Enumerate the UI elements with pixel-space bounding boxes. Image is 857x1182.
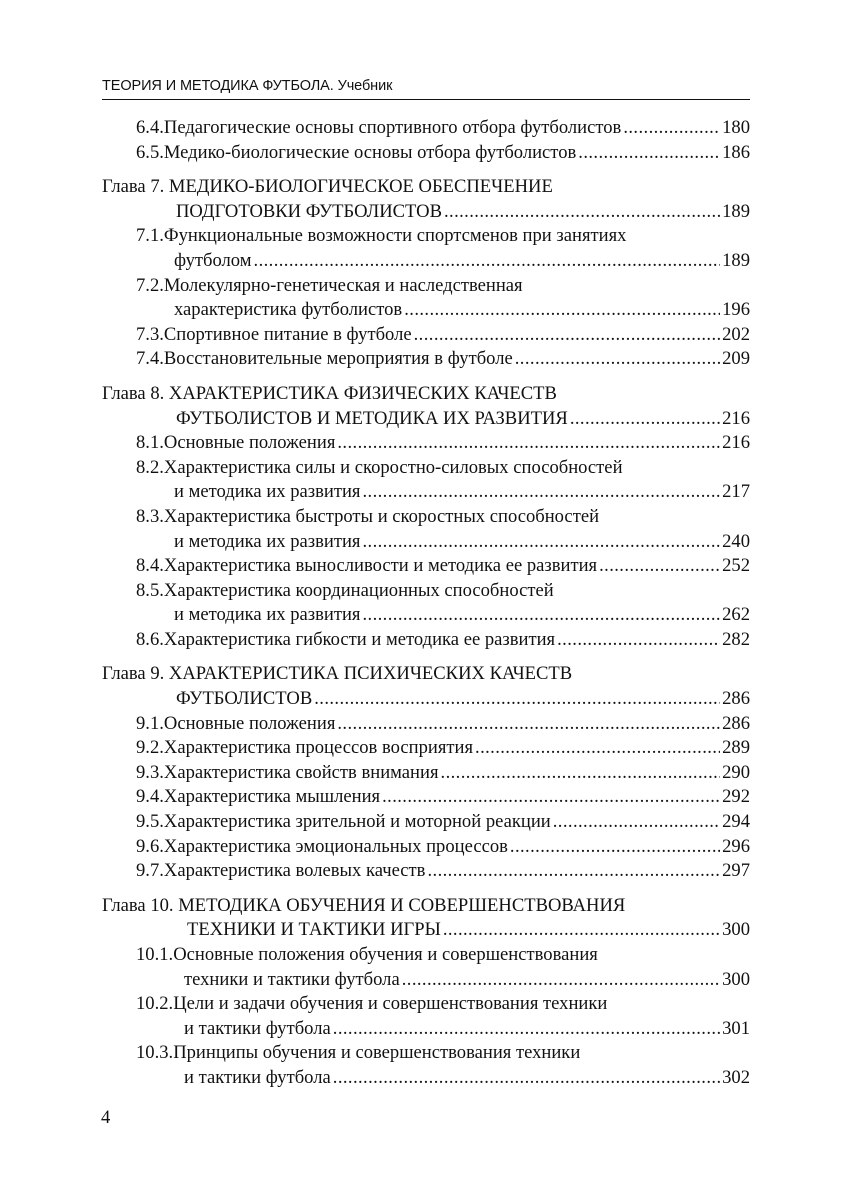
toc-number: 10.2. [136, 993, 174, 1015]
dot-leader [254, 249, 721, 274]
toc-title-cont: характеристика футболистов [174, 299, 403, 321]
toc-title: Основные положения обучения и совершенствования [173, 944, 598, 965]
toc-number: 10.3. [136, 1042, 174, 1064]
toc-entry-9-1[interactable] [102, 712, 750, 737]
toc-number: 7.4. [136, 348, 164, 370]
toc-title-cont: и методика их развития [174, 604, 361, 626]
toc-entry-7-1[interactable] [102, 224, 750, 249]
dot-leader [443, 918, 720, 943]
toc-chapter-7-line1[interactable] [102, 175, 750, 200]
dot-leader [599, 554, 720, 579]
dot-leader [570, 407, 720, 432]
toc-entry-10-1-cont[interactable] [102, 968, 750, 993]
toc-entry-10-3-cont[interactable] [102, 1066, 750, 1091]
toc-entry-10-2[interactable] [102, 992, 750, 1017]
toc-page: 300 [722, 968, 750, 990]
toc-number: 9.3. [136, 761, 164, 783]
toc-number: 9.2. [136, 737, 164, 759]
toc-title: Характеристика гибкости и методика ее развития [163, 628, 556, 650]
chapter-title-cont: ФУТБОЛИСТОВ И МЕТОДИКА ИХ РАЗВИТИЯ [176, 407, 568, 429]
toc-title: Восстановительные мероприятия в футболе [163, 348, 513, 370]
toc-title: Характеристика процессов восприятия [163, 737, 474, 759]
toc-title: Основные положения [163, 432, 336, 454]
toc-number: 8.5. [136, 579, 164, 601]
toc-page: 186 [722, 141, 750, 163]
toc-page: 290 [722, 761, 750, 783]
toc-number: 10.1. [136, 944, 174, 965]
dot-leader [402, 968, 720, 993]
running-head: ТЕОРИЯ И МЕТОДИКА ФУТБОЛА. Учебник [102, 78, 393, 94]
toc-title-cont: и тактики футбола [184, 1066, 331, 1088]
toc-page: 301 [722, 1017, 750, 1039]
toc-page: 262 [722, 604, 750, 626]
chapter-title-cont: ФУТБОЛИСТОВ [176, 688, 313, 710]
toc-page: 286 [722, 712, 750, 734]
toc-entry-9-4[interactable] [102, 785, 750, 810]
toc-entry-7-2[interactable] [102, 274, 750, 299]
toc-entry-10-2-cont[interactable] [102, 1017, 750, 1042]
dot-leader [414, 323, 720, 348]
dot-leader [623, 116, 720, 141]
toc-title: Основные положения [163, 712, 336, 734]
toc-page: 196 [722, 299, 750, 321]
toc-number: 7.1. [136, 225, 164, 247]
toc-chapter-10-line1[interactable] [102, 894, 750, 919]
toc-entry-10-3[interactable] [102, 1041, 750, 1066]
toc-entry-6-4[interactable] [102, 116, 750, 141]
toc-entry-8-5-cont[interactable] [102, 603, 750, 628]
dot-leader [333, 1017, 720, 1042]
toc-number: 9.4. [136, 786, 164, 808]
toc-title: Характеристика эмоциональных процессов [163, 835, 508, 857]
toc-chapter-10-line2[interactable] [102, 918, 750, 943]
toc-number: 9.5. [136, 811, 164, 833]
dot-leader [333, 1066, 720, 1091]
toc-number: 6.4. [136, 117, 164, 138]
toc-title: Характеристика зрительной и моторной реакции [163, 811, 551, 833]
toc-title: Характеристика выносливости и методика ее развития [163, 555, 598, 577]
toc-page: 300 [722, 919, 750, 941]
toc-page: 302 [722, 1066, 750, 1088]
chapter-title: Глава 8. ХАРАКТЕРИСТИКА ФИЗИЧЕСКИХ КАЧЕСТВ [102, 382, 557, 404]
toc-entry-9-3[interactable] [102, 761, 750, 786]
toc-page: 286 [722, 688, 750, 710]
toc-number: 8.3. [136, 505, 164, 527]
toc-number: 8.4. [136, 555, 164, 577]
toc-number: 8.1. [136, 432, 164, 454]
toc-page: 240 [722, 530, 750, 552]
toc-title: Характеристика свойств внимания [163, 761, 439, 783]
toc-number: 9.6. [136, 835, 164, 857]
toc-title: Характеристика волевых качеств [163, 860, 426, 882]
dot-leader [578, 141, 720, 166]
toc-title: Молекулярно-генетическая и наследственная [163, 274, 523, 296]
toc-number: 7.2. [136, 274, 164, 296]
dot-leader [362, 603, 720, 628]
toc-title-cont: и методика их развития [174, 481, 361, 503]
toc-title: Спортивное питание в футболе [163, 323, 412, 345]
toc-page: 202 [722, 323, 750, 345]
toc-chapter-8-line2[interactable] [102, 407, 750, 432]
toc-page: 252 [722, 555, 750, 577]
toc-chapter-7-line2[interactable] [102, 200, 750, 225]
dot-leader [441, 761, 721, 786]
toc-entry-8-6[interactable] [102, 628, 750, 653]
toc-entry-8-2-cont[interactable] [102, 480, 750, 505]
chapter-title-cont: ТЕХНИКИ И ТАКТИКИ ИГРЫ [187, 919, 441, 941]
toc-page: 282 [722, 628, 750, 650]
toc-page: 216 [722, 407, 750, 429]
toc-chapter-8-line1[interactable] [102, 382, 750, 407]
dot-leader [515, 347, 720, 372]
toc-entry-9-7[interactable] [102, 859, 750, 884]
toc-page: 189 [722, 200, 750, 222]
dot-leader [362, 480, 720, 505]
toc-page: 180 [722, 117, 750, 138]
toc-title-cont: техники и тактики футбола [184, 968, 400, 990]
toc-title: Характеристика мышления [163, 786, 381, 808]
dot-leader [404, 298, 720, 323]
toc-page: 294 [722, 811, 750, 833]
toc-title: Принципы обучения и совершенствования техники [173, 1042, 581, 1064]
toc-page: 209 [722, 348, 750, 370]
toc-entry-8-4[interactable] [102, 554, 750, 579]
toc-title-cont: и тактики футбола [184, 1017, 331, 1039]
dot-leader [475, 736, 720, 761]
toc-number: 6.5. [136, 141, 164, 163]
toc-title: Характеристика силы и скоростно-силовых способностей [163, 456, 623, 478]
dot-leader [557, 628, 720, 653]
toc-entry-7-3[interactable] [102, 323, 750, 348]
dot-leader [444, 200, 720, 225]
toc-title: Цели и задачи обучения и совершенствования техники [173, 993, 608, 1015]
toc-entry-7-4[interactable] [102, 347, 750, 372]
toc-page: 217 [722, 481, 750, 503]
toc-page: 297 [722, 860, 750, 882]
toc-page: 189 [722, 249, 750, 271]
dot-leader [337, 712, 720, 737]
toc-entry-6-5[interactable] [102, 141, 750, 166]
toc-title-cont: и методика их развития [174, 530, 361, 552]
dot-leader [314, 687, 720, 712]
toc-page: 289 [722, 737, 750, 759]
toc-page: 296 [722, 835, 750, 857]
toc-chapter-9-line1[interactable] [102, 662, 750, 687]
toc-page: 292 [722, 786, 750, 808]
chapter-title: Глава 7. МЕДИКО-БИОЛОГИЧЕСКОЕ ОБЕСПЕЧЕНИЕ [102, 176, 553, 198]
dot-leader [337, 431, 720, 456]
toc-entry-9-2[interactable] [102, 736, 750, 761]
toc-entry-8-5[interactable] [102, 579, 750, 604]
toc-title: Медико-биологические основы отбора футболистов [163, 141, 577, 163]
toc-title: Характеристика координационных способностей [163, 579, 554, 601]
toc-entry-8-3[interactable] [102, 505, 750, 530]
chapter-title-cont: ПОДГОТОВКИ ФУТБОЛИСТОВ [176, 200, 442, 222]
toc-number: 7.3. [136, 323, 164, 345]
toc-entry-8-1[interactable] [102, 431, 750, 456]
toc-title-cont: футболом [174, 249, 252, 271]
dot-leader [382, 785, 720, 810]
toc-number: 9.1. [136, 712, 164, 734]
header-rule [102, 99, 750, 100]
toc-page: 216 [722, 432, 750, 454]
toc-title: Характеристика быстроты и скоростных способностей [163, 505, 600, 527]
chapter-title: Глава 10. МЕТОДИКА ОБУЧЕНИЯ И СОВЕРШЕНСТВОВАНИЯ [102, 894, 626, 916]
toc-entry-9-5[interactable] [102, 810, 750, 835]
chapter-title: Глава 9. ХАРАКТЕРИСТИКА ПСИХИЧЕСКИХ КАЧЕСТВ [102, 663, 573, 685]
toc-title: Функциональные возможности спортсменов при занятиях [163, 225, 627, 247]
toc-entry-9-6[interactable] [102, 835, 750, 860]
dot-leader [362, 530, 720, 555]
toc-entry-7-2-cont[interactable] [102, 298, 750, 323]
toc-number: 9.7. [136, 860, 164, 882]
table-of-contents [102, 116, 750, 1091]
toc-entry-10-1[interactable] [102, 943, 750, 968]
toc-entry-8-2[interactable] [102, 456, 750, 481]
toc-number: 8.2. [136, 456, 164, 478]
toc-number: 8.6. [136, 628, 164, 650]
dot-leader [553, 810, 720, 835]
toc-entry-7-1-cont[interactable] [102, 249, 750, 274]
page-number: 4 [101, 1107, 111, 1128]
dot-leader [510, 835, 720, 860]
toc-entry-8-3-cont[interactable] [102, 530, 750, 555]
toc-title: Педагогические основы спортивного отбора футболистов [163, 117, 622, 138]
dot-leader [427, 859, 720, 884]
toc-chapter-9-line2[interactable] [102, 687, 750, 712]
